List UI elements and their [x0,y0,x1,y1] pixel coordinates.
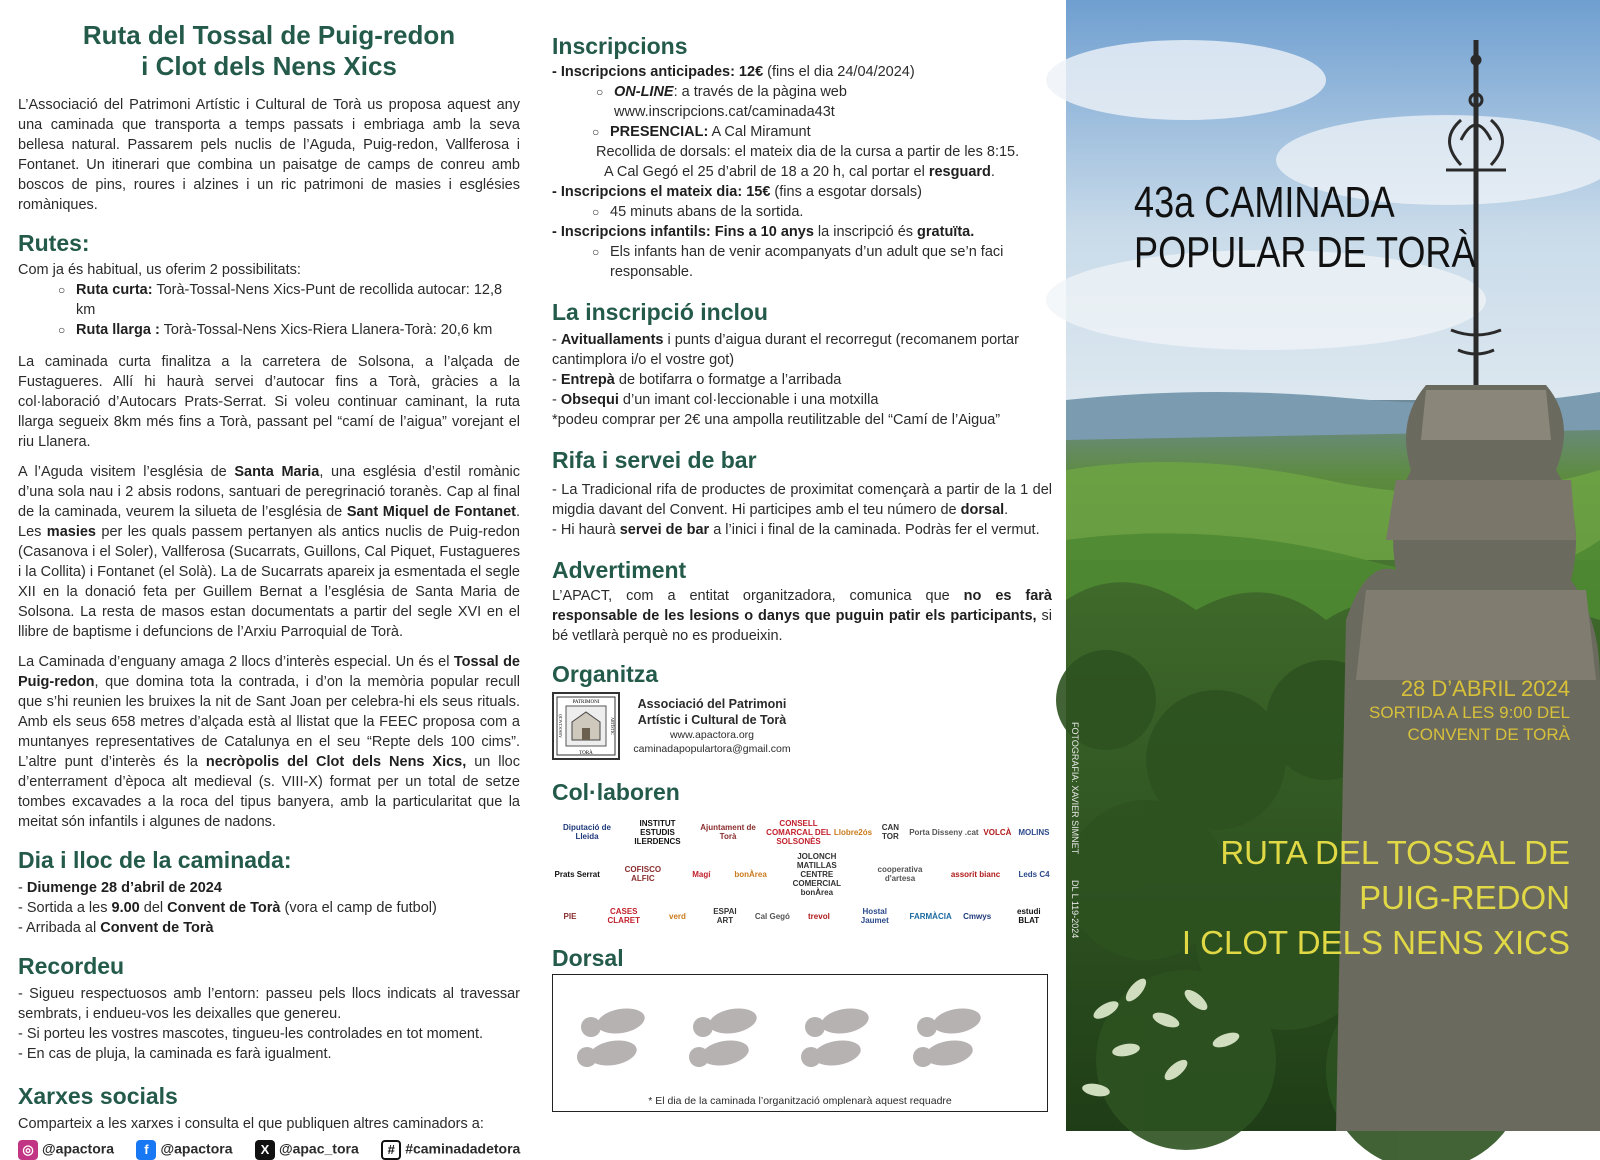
interest-paragraph: La Caminada d’enguany amaga 2 llocs d’interès especial. Un és el Tossal de Puig-redon, que domina tota la contrada, i d’on la memòria popular recull que s’hi reunien les bruixes la nit de Sant Joan per celebra-hi els seus rituals. Amb els seus 658 metres d’alçada està al llistat que la FEEC proposa com a muntanyes representatives de Catalunya en el seu “Repte dels 100 cims”. L’altre punt d’interès és la necròpolis del Clot dels Nens Xics, un lloc d’enterrament d’època alt medieval (s. VIII-X) format per un total de setze tombes excavades a la roca del tipus banyera, amb la particularitat que la meitat són infantils i algunes de nadons. [18,654,520,830]
route-title-line2: i Clot dels Nens Xics [141,51,397,81]
rutes-lead: Com ja és habitual, us oferim 2 possibilitats: [18,262,301,278]
sponsor-logo: JOLONCH MATILLAS CENTRE COMERCIAL bonÀrea [792,851,842,897]
cover-route-2: PUIG-REDON [1359,879,1570,916]
sponsor-logo: Cmwys [963,911,992,921]
sponsor-row [552,898,1052,934]
route-title-line1: Ruta del Tossal de Puig-redon [82,20,456,50]
sponsor-logo: ESPAI ART [713,907,737,925]
cover-title-line2: POPULAR DE TORÀ [1134,228,1476,277]
inclou-heading: La inscripció inclou [552,299,768,325]
bar-paragraph: - Hi haurà servei de bar a l’inici i final de la caminada. Podràs fer el vermut. [552,522,1040,538]
list-item: ○ Els infants han de venir acompanyats d’un adult que se’n faci responsable. [610,242,1052,282]
facebook-icon: f [136,1140,156,1160]
sponsor-logo: estudi BLAT [1017,907,1041,925]
cover-departure-1: SORTIDA A LES 9:00 DEL [1369,703,1570,722]
sponsor-logo: Diputació de Lleida [562,823,611,841]
sponsor-logo: Llobre2ós [833,827,873,837]
hashtag-link[interactable]: # #caminadadetora [381,1140,520,1160]
cover-title [1134,178,1476,278]
sponsor-logo: VOLCÀ [983,827,1012,837]
sponsor-logo: Ajuntament de Torà [700,823,756,841]
xarxes-lead: Comparteix a les xarxes i consulta el que publiquen altres caminadors a: [18,1116,484,1132]
aguda-paragraph: A l’Aguda visitem l’església de Santa Maria, una església d’estil romànic d’una sola nau i 2 absis rodons, santuari de peregrinació toranès. Cap al final de la caminada, veurem la silueta de l’església de Sant Miquel de Fontanet. Les masies per les quals passem pertanyen als antics nuclis de Puig-redon (Casanova i el Soler), Vallferosa (Sucarrats, Guillons, Cal Piquet, Fustagueres i la Collita) i Fontanet (el Solà). La de Sucarrats apareix ja esmentada el segle XII en la donació feta per Guillem Bernat a l’església de Santa Maria de Solsona. La resta de masos estan documentats a partir del segle XVI en el llibre de baptisme i defuncions de l’Arxiu Parroquial de Torà. [18,464,520,640]
list-item: ○ Ruta llarga : Torà-Tossal-Nens Xics-Riera Llanera-Torà: 20,6 km [76,320,520,340]
list-item: ○ 45 minuts abans de la sortida. [610,202,1052,222]
sponsor-logo: MOLINS [1018,827,1050,837]
organizer-block [552,692,1052,764]
collab-heading: Col·laboren [552,779,680,805]
sponsor-logo: verd [669,911,686,921]
apact-seal-logo [552,692,620,760]
sponsor-logo: bonÀrea [734,869,767,879]
route-title [18,20,520,82]
middle-column [552,0,1052,1112]
sponsor-logo: FARMÀCIA [909,911,952,921]
cover-route-block [1182,830,1570,965]
organizer-name-1: Associació del Patrimoni [637,697,787,711]
departure-line: - Sortida a les 9.00 del Convent de Torà (vora el camp de futbol) [18,900,437,916]
list-item: ○ PRESENCIAL: A Cal Miramunt [610,122,1052,142]
cover-route-1: RUTA DEL TOSSAL DE [1220,834,1570,871]
routes-list [18,280,520,340]
date-line: - Diumenge 28 d’abril de 2024 [18,880,222,896]
same-day-registration: - Inscripcions el mateix dia: 15€ (fins a esgotar dorsals) [552,184,922,200]
sponsor-logos [552,814,1052,934]
includes-gift: - Obsequi d’un imant col·leccionable i una motxilla [552,392,879,408]
disclaimer-paragraph: L’APACT, com a entitat organitzadora, comunica que no es farà responsable de les lesions o danys que puguin patir els participants, si bé vetllarà perquè no es produeixin. [552,588,1052,644]
photo-credit: FOTOGRAFIA: XAVIER SIMNET [1070,722,1080,855]
registration-url[interactable]: www.inscripcions.cat/caminada43t [614,104,835,120]
recordeu-heading: Recordeu [18,953,125,979]
dia-heading: Dia i lloc de la caminada: [18,847,292,873]
same-day-options [552,202,1052,222]
seal-bottom-text: TORÀ [579,751,593,756]
sponsor-logo: Hostal Jaumet [860,907,889,925]
cover-title-line1: 43a CAMINADA [1134,178,1395,227]
child-registration: - Inscripcions infantils: Fins a 10 anys la inscripció és gratuïta. [552,224,975,240]
cover-route-3: I CLOT DELS NENS XICS [1181,924,1570,961]
sponsor-logo: trevol [808,911,830,921]
reminder-1: - Sigueu respectuosos amb l’entorn: passeu pels llocs indicats al travessar sembrats, i endueu-vos les deixalles que genereu. [18,986,520,1022]
xarxes-heading: Xarxes socials [18,1083,178,1109]
includes-refreshments: - Avituallaments i punts d’aigua durant el recorregut (recomanem portar cantimplora i/o el vostre got) [552,332,1019,368]
sponsor-logo: PIE [563,911,577,921]
sponsor-logo: CAN TOR [881,823,900,841]
list-item: ○ ON-LINE: a través de la pàgina web [614,82,1052,102]
dorsal-box [552,974,1048,1112]
sponsor-logo: INSTITUT ESTUDIS ILERDENCS [634,818,681,846]
organizer-website[interactable]: www.apactora.org [669,729,755,741]
child-options [552,242,1052,282]
bib-pickup: Recollida de dorsals: el mateix dia de la cursa a partir de les 8:15. [596,144,1020,160]
advert-heading: Advertiment [552,557,687,583]
dorsal-heading: Dorsal [552,945,624,971]
seal-right-text: ARTÍSTIC [610,717,615,735]
footprints-icon [553,985,1047,1097]
reminder-3: - En cas de pluja, la caminada es farà igualment. [18,1046,332,1062]
seal-top-text: PATRIMONI [572,700,600,705]
cover-photo-panel [1066,0,1600,1131]
presencial-options [552,122,1052,142]
organizer-name-2: Artístic i Cultural de Torà [637,713,787,727]
left-column [18,0,520,1160]
sponsor-row [552,814,1052,850]
x-icon: X [255,1140,275,1160]
facebook-link[interactable]: f @apactora [136,1140,232,1160]
cover-date-block [1369,676,1570,746]
bottle-note: *podeu comprar per 2€ una ampolla reutilitzable del “Camí de l’Aigua” [552,412,1001,428]
raffle-paragraph: - La Tradicional rifa de productes de proximitat començarà a partir de la 1 del migdia davant del Convent. Hi participes amb el teu número de dorsal. [552,482,1052,518]
legal-deposit: DL L 119-2024 [1070,880,1080,939]
sponsor-logo: CASES CLARET [607,907,640,925]
sponsor-logo: Prats Serrat [554,869,600,879]
reminder-2: - Si porteu les vostres mascotes, tingueu-les controlades en tot moment. [18,1026,484,1042]
social-links [18,1140,520,1160]
sponsor-logo: Cal Gegó [754,911,790,921]
cal-gego: A Cal Gegó el 25 d’abril de 18 a 20 h, cal portar el resguard. [604,164,995,180]
inscripcions-heading: Inscripcions [552,33,688,59]
list-item: ○ Ruta curta: Torà-Tossal-Nens Xics-Punt de recollida autocar: 12,8 km [76,280,520,320]
short-route-paragraph: La caminada curta finalitza a la carretera de Solsona, a l’alçada de Fustagueres. Allí hi haurà servei d’autocar fins a Torà, gràcies a la col·laboració d’Autocars Prats-Serrat. Si voleu continuar caminant, la ruta llarga segueix 8km més fins a Torà, passant pel “camí de l’aigua” vorejant el riu Llanera. [18,354,520,450]
advance-options [552,82,1052,102]
x-link[interactable]: X @apac_tora [255,1140,359,1160]
includes-sandwich: - Entrepà de botifarra o formatge a l’arribada [552,372,842,388]
instagram-link[interactable]: ◎ @apactora [18,1140,114,1160]
organitza-heading: Organitza [552,661,659,687]
dorsal-note: * El dia de la caminada l’organització omplenarà aquest requadre [648,1095,952,1107]
rifa-heading: Rifa i servei de bar [552,447,757,473]
sponsor-logo: Leds C4 [1018,869,1050,879]
sponsor-logo: Porta Disseny .cat [909,827,979,837]
sponsor-logo: assorit bianc [950,869,1001,879]
sponsor-logo: cooperativa d'artesa [877,865,923,883]
cover-departure-2: CONVENT DE TORÀ [1407,725,1570,744]
hashtag-icon: # [381,1140,401,1160]
instagram-icon: ◎ [18,1140,38,1160]
seal-left-text: ASSOCIACIÓ [558,713,563,739]
sponsor-logo: Magí [692,869,711,879]
advance-registration: - Inscripcions anticipades: 12€ (fins el dia 24/04/2024) [552,64,915,80]
organizer-email[interactable]: caminadapopulartora@gmail.com [633,743,791,755]
sponsor-logo: CONSELL COMARCAL DEL SOLSONÈS [766,818,831,846]
intro-paragraph: L’Associació del Patrimoni Artístic i Cultural de Torà us proposa aquest any una caminada que transporta a temps passats i embriaga amb la seva bellesa natural. Passarem pels nuclis de l’Aguda, Puig-redon, Vallferosa i Fontanet. Un itinerari que combina un paisatge de camps de conreu amb boscos de pins, roures i alzines i un ric patrimoni de masies i esglésies romàniques. [18,97,520,213]
rutes-heading: Rutes: [18,230,90,256]
organizer-info [622,696,802,756]
sponsor-row [552,851,1052,897]
arrival-line: - Arribada al Convent de Torà [18,920,214,936]
sponsor-logo: COFISCO ALFIC [624,865,662,883]
cover-date: 28 D’ABRIL 2024 [1400,676,1570,701]
